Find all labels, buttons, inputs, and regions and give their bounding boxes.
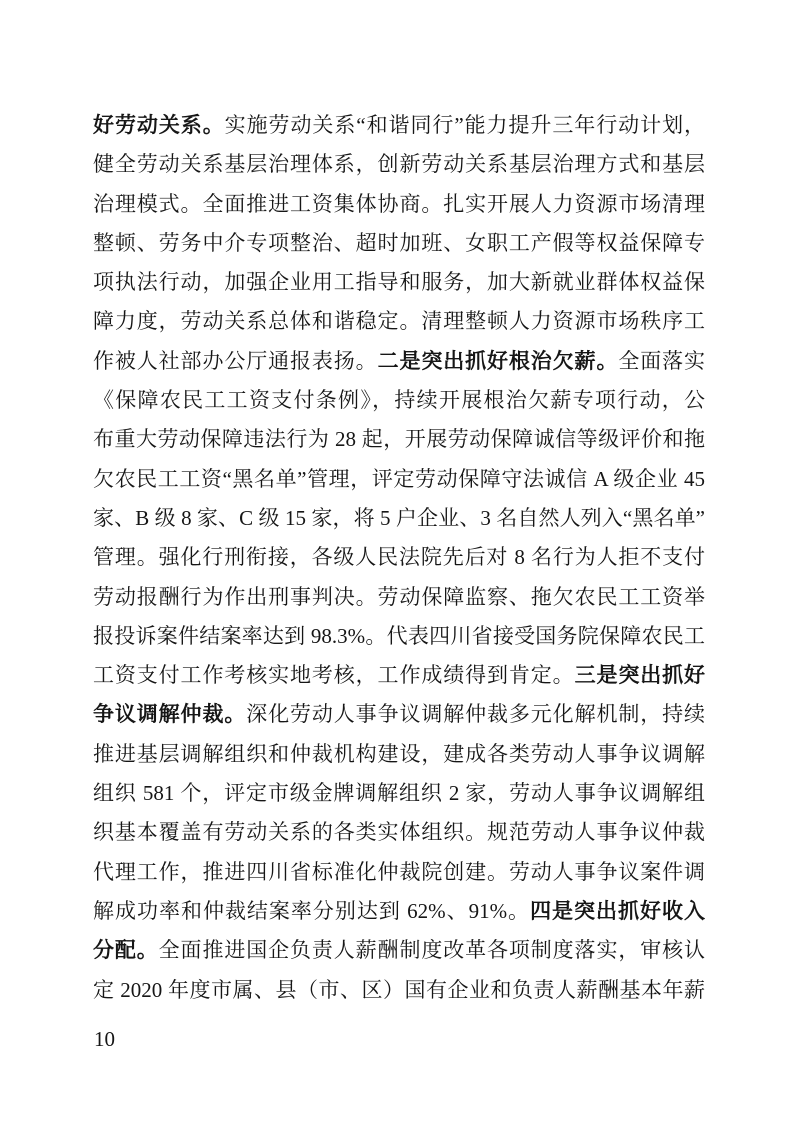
text-segment: 项执法行动，加强企业用工指导和服务，加大新就业群体权益保 (93, 270, 705, 295)
text-segment: 实施劳动关系“和谐同行”能力提升三年行动计划， (224, 113, 706, 137)
text-segment: 障力度，劳动关系总体和谐稳定。清理整顿人力资源市场秩序工 (93, 309, 705, 334)
text-line (93, 971, 705, 1010)
text-line (93, 263, 705, 302)
text-line (93, 735, 705, 774)
page-number: 10 (94, 1027, 115, 1051)
text-segment: 全面落实 (618, 348, 706, 373)
text-segment: 管理。强化行刑衔接，各级人民法院先后对 8 名行为人拒不支付 (93, 545, 705, 570)
text-segment: 深化劳动人事争议调解仲裁多元化解机制，持续 (246, 702, 706, 727)
text-line (93, 578, 705, 617)
bold-heading-segment: 好劳动关系。 (93, 113, 225, 137)
text-line (93, 224, 705, 263)
text-segment: 组织 581 个，评定市级金牌调解组织 2 家，劳动人事争议调解组 (93, 781, 705, 806)
text-line (93, 460, 705, 499)
text-line (93, 656, 705, 695)
text-segment: 定 2020 年度市属、县（市、区）国有企业和负责人薪酬基本年薪 (93, 977, 705, 1002)
text-segment: 全面推进国企负责人薪酬制度改革各项制度落实，审核认 (158, 938, 706, 963)
bold-heading-segment: 四是突出抓好收入 (530, 898, 705, 923)
text-segment: 欠农民工工资“黑名单”管理，评定劳动保障守法诚信 A 级企业 45 (93, 466, 705, 491)
text-line (93, 695, 705, 734)
text-line (93, 185, 705, 224)
text-line (93, 617, 705, 656)
text-segment: 织基本覆盖有劳动关系的各类实体组织。规范劳动人事争议仲裁 (93, 820, 705, 845)
text-line (93, 145, 705, 184)
bold-heading-segment: 二是突出抓好根治欠薪。 (377, 348, 619, 373)
text-line (93, 342, 705, 381)
text-segment: 家、B 级 8 家、C 级 15 家，将 5 户企业、3 名自然人列入“黑名单” (93, 505, 705, 530)
text-segment: 健全劳动关系基层治理体系，创新劳动关系基层治理方式和基层 (93, 152, 705, 177)
bold-heading-segment: 三是突出抓好 (574, 663, 706, 688)
text-segment: 解成功率和仲裁结案率分别达到 62%、91%。 (93, 898, 531, 923)
text-segment: 推进基层调解组织和仲裁机构建设，建成各类劳动人事争议调解 (93, 741, 705, 766)
text-segment: 布重大劳动保障违法行为 28 起，开展劳动保障诚信等级评价和拖 (93, 427, 705, 452)
text-line (93, 853, 705, 892)
text-line (93, 538, 705, 577)
text-block (93, 106, 705, 1010)
bold-heading-segment: 分配。 (93, 938, 159, 963)
text-line (93, 302, 705, 341)
bold-heading-segment: 争议调解仲裁。 (93, 702, 247, 727)
text-line (93, 420, 705, 459)
text-line (93, 892, 705, 931)
text-line (93, 499, 705, 538)
text-segment: 报投诉案件结案率达到 98.3%。代表四川省接受国务院保障农民工 (93, 623, 705, 648)
text-segment: 劳动报酬行为作出刑事判决。劳动保障监察、拖欠农民工工资举 (93, 584, 705, 609)
text-segment: 《保障农民工工资支付条例》，持续开展根治欠薪专项行动，公 (93, 388, 705, 413)
text-segment: 整顿、劳务中介专项整治、超时加班、女职工产假等权益保障专 (93, 230, 705, 255)
text-line (93, 381, 705, 420)
text-segment: 治理模式。全面推进工资集体协商。扎实开展人力资源市场清理 (93, 191, 705, 216)
text-segment: 代理工作，推进四川省标准化仲裁院创建。劳动人事争议案件调 (93, 859, 705, 884)
text-segment: 工资支付工作考核实地考核，工作成绩得到肯定。 (93, 663, 575, 688)
text-line (93, 813, 705, 852)
text-segment: 作被人社部办公厅通报表扬。 (93, 348, 378, 373)
text-line (93, 774, 705, 813)
text-line (93, 931, 705, 970)
text-line (93, 106, 705, 145)
